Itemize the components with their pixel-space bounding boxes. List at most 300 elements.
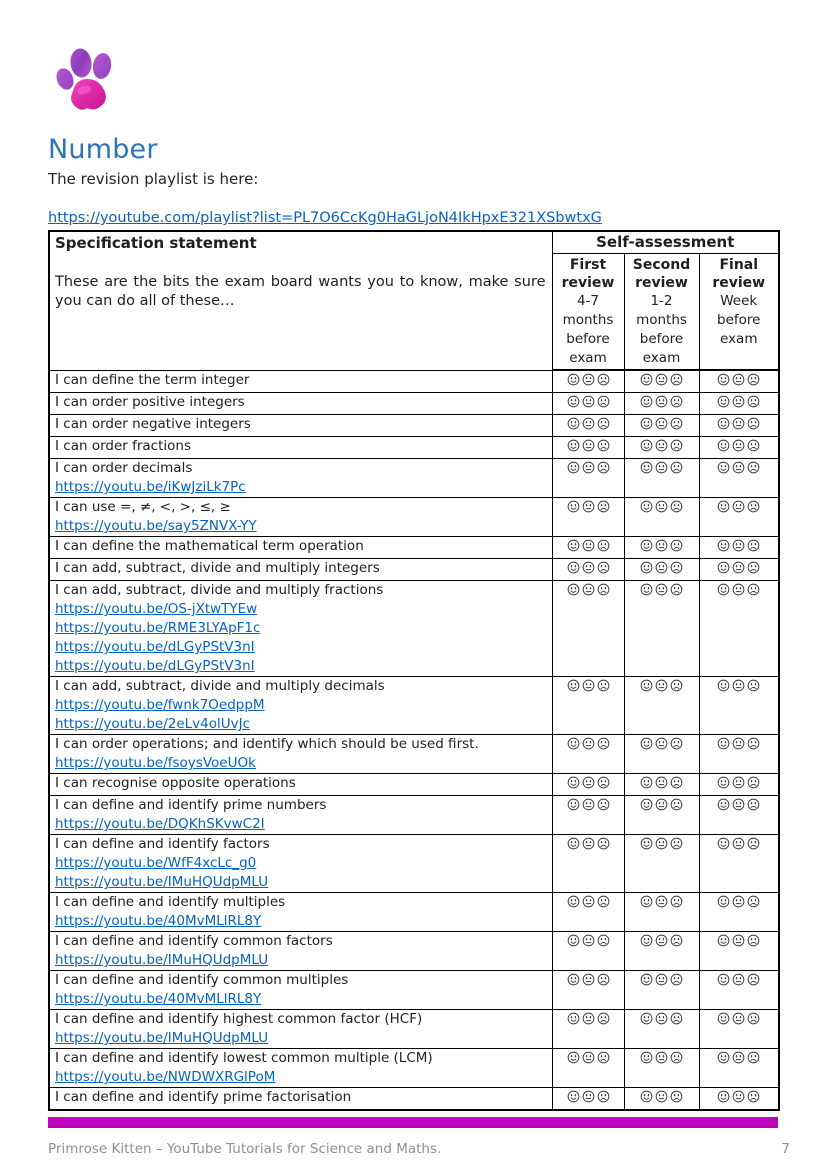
sad-face-icon[interactable] [670,395,683,408]
assessment-cell-second [624,459,699,498]
sad-face-icon[interactable] [597,395,610,408]
sad-face-icon[interactable] [670,417,683,430]
sad-face-icon[interactable] [597,1012,610,1025]
statement-text: I can add, subtract, divide and multiply integers [55,560,380,576]
assessment-cell-second [624,498,699,537]
neutral-face-icon[interactable] [582,583,595,596]
smiley-face-icon[interactable] [717,1012,730,1025]
neutral-face-icon[interactable] [655,583,668,596]
smiley-face-icon[interactable] [567,439,580,452]
smiley-face-icon[interactable] [640,895,653,908]
smiley-face-icon[interactable] [567,837,580,850]
smiley-face-icon[interactable] [640,973,653,986]
accent-bar [48,1117,778,1128]
smiley-face-icon[interactable] [717,561,730,574]
smiley-face-icon[interactable] [640,439,653,452]
assessment-cell-second [624,735,699,774]
statement-cell [49,1010,552,1049]
smiley-face-icon[interactable] [717,461,730,474]
sad-face-icon[interactable] [670,973,683,986]
smiley-face-icon[interactable] [640,561,653,574]
neutral-face-icon[interactable] [655,679,668,692]
statement-text: I can use =, ≠, <, >, ≤, ≥ [55,499,231,515]
video-link[interactable]: https://youtu.be/40MvMLlRL8Y [55,913,262,929]
smiley-face-icon[interactable] [567,395,580,408]
sad-face-icon[interactable] [747,1012,760,1025]
smiley-face-icon[interactable] [567,561,580,574]
sad-face-icon[interactable] [670,776,683,789]
sad-face-icon[interactable] [747,895,760,908]
sad-face-icon[interactable] [597,561,610,574]
assessment-cell-final [699,774,779,796]
smiley-face-icon[interactable] [717,737,730,750]
neutral-face-icon[interactable] [655,1051,668,1064]
statement-cell [49,1088,552,1111]
neutral-face-icon[interactable] [582,1012,595,1025]
table-row [49,1049,779,1088]
smiley-face-icon[interactable] [567,500,580,513]
sad-face-icon[interactable] [670,500,683,513]
assessment-cell-first [552,1049,624,1088]
smiley-face-icon[interactable] [567,461,580,474]
sad-face-icon[interactable] [670,1051,683,1064]
review-subtitle: 4-7 months before exam [562,293,614,366]
video-link[interactable]: https://youtu.be/fwnk7OedppM [55,697,265,713]
smiley-face-icon[interactable] [640,1090,653,1103]
sad-face-icon[interactable] [747,934,760,947]
neutral-face-icon[interactable] [582,934,595,947]
smiley-face-icon[interactable] [567,1012,580,1025]
neutral-face-icon[interactable] [732,1090,745,1103]
neutral-face-icon[interactable] [732,1012,745,1025]
sad-face-icon[interactable] [747,1051,760,1064]
smiley-face-icon[interactable] [640,500,653,513]
table-row [49,437,779,459]
assessment-cell-first [552,971,624,1010]
neutral-face-icon[interactable] [582,737,595,750]
video-link[interactable]: https://youtu.be/2eLv4olUvJc [55,716,251,732]
neutral-face-icon[interactable] [732,798,745,811]
table-row [49,415,779,437]
smiley-face-icon[interactable] [567,373,580,386]
sad-face-icon[interactable] [670,561,683,574]
sad-face-icon[interactable] [747,395,760,408]
video-link[interactable]: https://youtu.be/iKwJziLk7Pc [55,479,246,495]
assessment-cell-final [699,932,779,971]
neutral-face-icon[interactable] [732,461,745,474]
video-link[interactable]: https://youtu.be/dLGyPStV3nI [55,658,255,674]
assessment-cell-final [699,1088,779,1111]
assessment-cell-second [624,1049,699,1088]
neutral-face-icon[interactable] [732,583,745,596]
sad-face-icon[interactable] [747,973,760,986]
video-link[interactable]: https://youtu.be/WfF4xcLc_g0 [55,855,257,871]
smiley-face-icon[interactable] [640,837,653,850]
page-footer [48,1141,790,1157]
neutral-face-icon[interactable] [582,395,595,408]
statement-cell [49,677,552,735]
assessment-cell-second [624,581,699,677]
assessment-cell-first [552,774,624,796]
neutral-face-icon[interactable] [582,1051,595,1064]
smiley-face-icon[interactable] [640,583,653,596]
assessment-cell-final [699,1049,779,1088]
neutral-face-icon[interactable] [655,1090,668,1103]
statement-text: I can define and identify prime factorisation [55,1089,352,1105]
neutral-face-icon[interactable] [582,461,595,474]
smiley-face-icon[interactable] [717,1090,730,1103]
video-link[interactable]: https://youtu.be/40MvMLlRL8Y [55,991,262,1007]
sad-face-icon[interactable] [747,461,760,474]
assessment-cell-second [624,774,699,796]
smiley-face-icon[interactable] [640,1051,653,1064]
sad-face-icon[interactable] [670,837,683,850]
assessment-cell-final [699,559,779,581]
smiley-face-icon[interactable] [717,439,730,452]
sad-face-icon[interactable] [670,439,683,452]
sad-face-icon[interactable] [597,895,610,908]
video-link[interactable]: https://youtu.be/fsoysVoeUOk [55,755,256,771]
smiley-face-icon[interactable] [567,798,580,811]
sad-face-icon[interactable] [670,895,683,908]
neutral-face-icon[interactable] [582,373,595,386]
smiley-face-icon[interactable] [640,1012,653,1025]
assessment-cell-first [552,415,624,437]
assessment-cell-final [699,437,779,459]
playlist-link[interactable]: https://youtube.com/playlist?list=PL7O6CcKg0HaGLjoN4IkHpxE321XSbwtxG [48,210,602,226]
review-column-header-1 [552,254,624,371]
neutral-face-icon[interactable] [655,439,668,452]
assessment-cell-final [699,677,779,735]
assessment-cell-first [552,932,624,971]
smiley-face-icon[interactable] [717,417,730,430]
statement-cell [49,498,552,537]
neutral-face-icon[interactable] [655,500,668,513]
smiley-face-icon[interactable] [567,934,580,947]
spec-title: Specification statement [55,234,257,252]
assessment-cell-second [624,932,699,971]
statement-text: I can order negative integers [55,416,251,432]
sad-face-icon[interactable] [747,837,760,850]
neutral-face-icon[interactable] [655,417,668,430]
neutral-face-icon[interactable] [655,973,668,986]
neutral-face-icon[interactable] [582,439,595,452]
assessment-cell-second [624,393,699,415]
sad-face-icon[interactable] [670,1090,683,1103]
review-subtitle: 1-2 months before exam [636,293,687,366]
neutral-face-icon[interactable] [655,373,668,386]
assessment-cell-first [552,677,624,735]
neutral-face-icon[interactable] [655,837,668,850]
smiley-face-icon[interactable] [717,837,730,850]
smiley-face-icon[interactable] [717,1051,730,1064]
statement-cell [49,559,552,581]
neutral-face-icon[interactable] [582,561,595,574]
smiley-face-icon[interactable] [717,895,730,908]
neutral-face-icon[interactable] [732,561,745,574]
statement-cell [49,393,552,415]
sad-face-icon[interactable] [670,461,683,474]
statement-cell [49,415,552,437]
assessment-cell-final [699,835,779,893]
neutral-face-icon[interactable] [732,1051,745,1064]
smiley-face-icon[interactable] [567,679,580,692]
smiley-face-icon[interactable] [717,373,730,386]
video-link[interactable]: https://youtu.be/dLGyPStV3nI [55,639,255,655]
neutral-face-icon[interactable] [732,373,745,386]
table-row [49,971,779,1010]
neutral-face-icon[interactable] [732,679,745,692]
statement-cell [49,1049,552,1088]
smiley-face-icon[interactable] [567,1090,580,1103]
neutral-face-icon[interactable] [582,500,595,513]
assessment-cell-first [552,498,624,537]
video-link[interactable]: https://youtu.be/DQKhSKvwC2I [55,816,265,832]
neutral-face-icon[interactable] [732,934,745,947]
smiley-face-icon[interactable] [567,417,580,430]
assessment-cell-second [624,796,699,835]
sad-face-icon[interactable] [747,561,760,574]
neutral-face-icon[interactable] [655,934,668,947]
neutral-face-icon[interactable] [732,439,745,452]
sad-face-icon[interactable] [597,539,610,552]
neutral-face-icon[interactable] [582,679,595,692]
review-title: First review [561,257,615,291]
statement-text: I can define and identify factors [55,836,270,852]
sad-face-icon[interactable] [597,500,610,513]
smiley-face-icon[interactable] [717,776,730,789]
sad-face-icon[interactable] [597,973,610,986]
smiley-face-icon[interactable] [717,395,730,408]
sad-face-icon[interactable] [597,583,610,596]
specification-header-cell [49,231,552,370]
neutral-face-icon[interactable] [655,461,668,474]
sad-face-icon[interactable] [670,798,683,811]
assessment-cell-second [624,559,699,581]
review-subtitle: Week before exam [717,293,761,347]
sad-face-icon[interactable] [670,373,683,386]
neutral-face-icon[interactable] [655,539,668,552]
table-row [49,677,779,735]
statement-text: I can define and identify common multiples [55,972,349,988]
assessment-cell-first [552,835,624,893]
statement-text: I can define and identify common factors [55,933,333,949]
statement-cell [49,735,552,774]
neutral-face-icon[interactable] [582,1090,595,1103]
sad-face-icon[interactable] [747,500,760,513]
smiley-face-icon[interactable] [640,395,653,408]
video-link[interactable]: https://youtu.be/NWDWXRGlPoM [55,1069,276,1085]
sad-face-icon[interactable] [597,798,610,811]
assessment-cell-final [699,498,779,537]
sad-face-icon[interactable] [670,583,683,596]
page-number: 7 [781,1141,790,1157]
smiley-face-icon[interactable] [717,500,730,513]
sad-face-icon[interactable] [747,798,760,811]
smiley-face-icon[interactable] [640,798,653,811]
neutral-face-icon[interactable] [732,417,745,430]
statement-cell [49,835,552,893]
assessment-cell-final [699,971,779,1010]
sad-face-icon[interactable] [670,679,683,692]
smiley-face-icon[interactable] [567,776,580,789]
statement-text: I can order fractions [55,438,191,454]
neutral-face-icon[interactable] [582,973,595,986]
sad-face-icon[interactable] [670,737,683,750]
neutral-face-icon[interactable] [582,776,595,789]
sad-face-icon[interactable] [747,737,760,750]
statement-cell [49,971,552,1010]
smiley-face-icon[interactable] [640,776,653,789]
video-link[interactable]: https://youtu.be/RME3LYApF1c [55,620,261,636]
smiley-face-icon[interactable] [567,539,580,552]
statement-text: I can add, subtract, divide and multiply fractions [55,582,384,598]
smiley-face-icon[interactable] [567,583,580,596]
sad-face-icon[interactable] [747,439,760,452]
smiley-face-icon[interactable] [640,461,653,474]
table-row [49,796,779,835]
assessment-cell-second [624,537,699,559]
assessment-cell-first [552,459,624,498]
neutral-face-icon[interactable] [655,798,668,811]
sad-face-icon[interactable] [597,934,610,947]
assessment-cell-final [699,370,779,393]
smiley-face-icon[interactable] [640,417,653,430]
sad-face-icon[interactable] [747,776,760,789]
assessment-cell-second [624,370,699,393]
smiley-face-icon[interactable] [717,679,730,692]
assessment-cell-first [552,735,624,774]
neutral-face-icon[interactable] [732,737,745,750]
review-title: Final review [712,257,766,291]
neutral-face-icon[interactable] [582,837,595,850]
table-row [49,1088,779,1111]
statement-cell [49,932,552,971]
sad-face-icon[interactable] [747,539,760,552]
sad-face-icon[interactable] [597,1051,610,1064]
smiley-face-icon[interactable] [640,934,653,947]
smiley-face-icon[interactable] [717,798,730,811]
assessment-cell-second [624,971,699,1010]
sad-face-icon[interactable] [747,1090,760,1103]
self-assessment-table [48,230,780,1111]
neutral-face-icon[interactable] [732,395,745,408]
neutral-face-icon[interactable] [582,895,595,908]
paw-logo [56,46,118,114]
assessment-cell-first [552,1088,624,1111]
smiley-face-icon[interactable] [640,373,653,386]
neutral-face-icon[interactable] [732,973,745,986]
assessment-cell-second [624,415,699,437]
sad-face-icon[interactable] [747,679,760,692]
self-assessment-header: Self-assessment [552,231,779,254]
statement-text: I can order positive integers [55,394,245,410]
sad-face-icon[interactable] [670,1012,683,1025]
neutral-face-icon[interactable] [655,895,668,908]
smiley-face-icon[interactable] [717,973,730,986]
assessment-cell-first [552,893,624,932]
video-link[interactable]: https://youtu.be/IMuHQUdpMLU [55,1030,269,1046]
smiley-face-icon[interactable] [717,539,730,552]
video-link[interactable]: https://youtu.be/IMuHQUdpMLU [55,874,269,890]
sad-face-icon[interactable] [747,583,760,596]
sad-face-icon[interactable] [597,373,610,386]
neutral-face-icon[interactable] [655,395,668,408]
assessment-cell-final [699,735,779,774]
neutral-face-icon[interactable] [655,776,668,789]
table-row [49,932,779,971]
video-link[interactable]: https://youtu.be/OS-jXtwTYEw [55,601,258,617]
assessment-cell-second [624,893,699,932]
table-row [49,835,779,893]
video-link[interactable]: https://youtu.be/IMuHQUdpMLU [55,952,269,968]
assessment-cell-first [552,1010,624,1049]
assessment-cell-final [699,459,779,498]
neutral-face-icon[interactable] [655,561,668,574]
assessment-cell-second [624,835,699,893]
neutral-face-icon[interactable] [582,798,595,811]
footer-text: Primrose Kitten – YouTube Tutorials for Science and Maths. [48,1141,442,1157]
sad-face-icon[interactable] [597,439,610,452]
review-column-header-2 [624,254,699,371]
sad-face-icon[interactable] [597,737,610,750]
smiley-face-icon[interactable] [567,737,580,750]
smiley-face-icon[interactable] [640,679,653,692]
sad-face-icon[interactable] [597,461,610,474]
statement-text: I can define the mathematical term operation [55,538,364,554]
assessment-cell-final [699,393,779,415]
sad-face-icon[interactable] [597,776,610,789]
smiley-face-icon[interactable] [717,583,730,596]
statement-text: I can define and identify multiples [55,894,286,910]
table-row [49,537,779,559]
neutral-face-icon[interactable] [732,539,745,552]
neutral-face-icon[interactable] [655,737,668,750]
statement-cell [49,581,552,677]
review-title: Second review [632,257,691,291]
intro-text: The revision playlist is here: [48,170,259,188]
neutral-face-icon[interactable] [655,1012,668,1025]
sad-face-icon[interactable] [597,679,610,692]
neutral-face-icon[interactable] [732,776,745,789]
sad-face-icon[interactable] [597,1090,610,1103]
neutral-face-icon[interactable] [582,539,595,552]
sad-face-icon[interactable] [747,373,760,386]
statement-text: I can define and identify prime numbers [55,797,327,813]
assessment-cell-first [552,537,624,559]
sad-face-icon[interactable] [597,837,610,850]
statement-cell [49,370,552,393]
statement-text: I can define and identify lowest common multiple (LCM) [55,1050,433,1066]
smiley-face-icon[interactable] [567,1051,580,1064]
smiley-face-icon[interactable] [640,539,653,552]
assessment-cell-final [699,581,779,677]
neutral-face-icon[interactable] [732,837,745,850]
sad-face-icon[interactable] [670,539,683,552]
smiley-face-icon[interactable] [717,934,730,947]
video-link[interactable]: https://youtu.be/say5ZNVX-YY [55,518,257,534]
neutral-face-icon[interactable] [732,895,745,908]
smiley-face-icon[interactable] [640,737,653,750]
neutral-face-icon[interactable] [582,417,595,430]
assessment-cell-second [624,677,699,735]
neutral-face-icon[interactable] [732,500,745,513]
sad-face-icon[interactable] [597,417,610,430]
smiley-face-icon[interactable] [567,973,580,986]
sad-face-icon[interactable] [747,417,760,430]
smiley-face-icon[interactable] [567,895,580,908]
sad-face-icon[interactable] [670,934,683,947]
